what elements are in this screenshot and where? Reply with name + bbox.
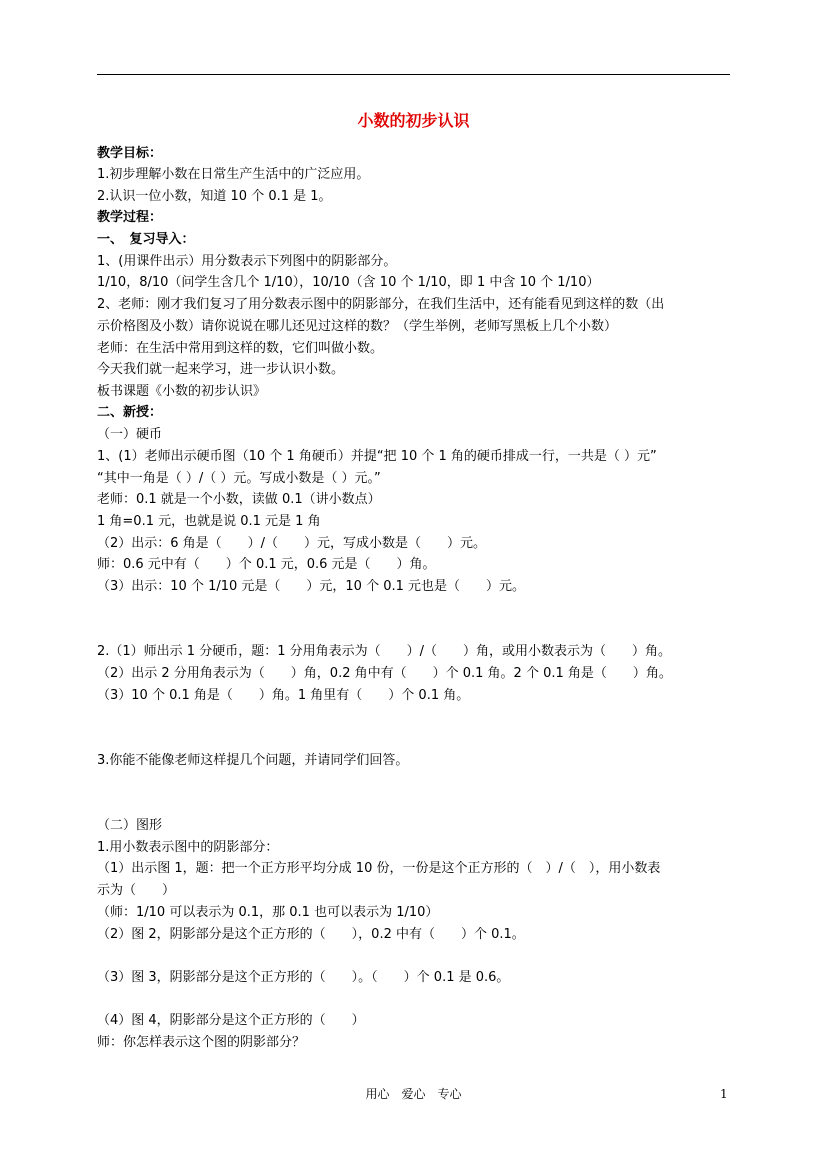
- text-line: （2）出示：6 角是（ ）/（ ）元，写成小数是（ ）元。: [97, 536, 487, 551]
- text-line: 2.认识一位小数，知道 10 个 0.1 是 1。: [97, 189, 332, 204]
- text-line: （3）10 个 0.1 角是（ ）角。1 角里有（ ）个 0.1 角。: [97, 688, 470, 703]
- text-line: 2.（1）师出示 1 分硬币，题：1 分用角表示为（ ）/（ ）角，或用小数表示为（ ）角。: [97, 644, 671, 659]
- text-line: 一、 复习导入：: [97, 232, 195, 247]
- text-line: （1）出示图 1，题：把一个正方形平均分成 10 份，一份是这个正方形的（ ）/（ ），用小数表: [97, 861, 661, 876]
- text-line: 师：0.6 元中有（ ）个 0.1 元，0.6 元是（ ）角。: [97, 557, 436, 572]
- text-line: 板书课题《小数的初步认识》: [97, 384, 267, 399]
- text-line: 3.你能不能像老师这样提几个问题，并请同学们回答。: [97, 753, 409, 768]
- text-line: 1、(1）老师出示硬币图（10 个 1 角硬币）并提“把 10 个 1 角的硬币排成一行，一共是（ ）元”: [97, 449, 657, 464]
- text-line: 老师：在生活中常用到这样的数，它们叫做小数。: [97, 341, 384, 356]
- text-line: （2）图 2，阴影部分是这个正方形的（ ），0.2 中有（ ）个 0.1。: [97, 927, 525, 942]
- page-footer: 用心 爱心 专心: [365, 1087, 462, 1101]
- text-line: 示为（ ）: [97, 883, 176, 898]
- page-number: 1: [720, 1087, 728, 1101]
- text-line: （二）图形: [97, 818, 163, 833]
- text-line: 今天我们就一起来学习，进一步认识小数。: [97, 362, 345, 377]
- text-line: 示价格图及小数）请你说说在哪儿还见过这样的数？（学生举例，老师写黑板上几个小数）: [97, 319, 618, 334]
- text-line: 1 角=0.1 元，也就是说 0.1 元是 1 角: [97, 514, 321, 529]
- text-line: （师：1/10 可以表示为 0.1，那 0.1 也可以表示为 1/10）: [97, 905, 439, 920]
- text-line: “其中一角是（ ）/（ ）元。写成小数是（ ）元。”: [97, 471, 381, 486]
- text-line: 二、新授：: [97, 405, 163, 420]
- text-line: （3）出示：10 个 1/10 元是（ ）元，10 个 0.1 元也是（ ）元。: [97, 579, 526, 594]
- text-line: 2、老师：刚才我们复习了用分数表示图中的阴影部分，在我们生活中，还有能看见到这样的数（出: [97, 297, 665, 312]
- text-line: （2）出示 2 分用角表示为（ ）角，0.2 角中有（ ）个 0.1 角。2 个 0.1 角是（ ）角。: [97, 666, 672, 681]
- text-line: 教学过程：: [97, 210, 163, 225]
- text-line: 师：你怎样表示这个图的阴影部分？: [97, 1035, 306, 1050]
- text-line: 1.初步理解小数在日常生产生活中的广泛应用。: [97, 167, 370, 182]
- document-title: 小数的初步认识: [357, 111, 470, 130]
- text-line: （3）图 3，阴影部分是这个正方形的（ ）。（ ）个 0.1 是 0.6。: [97, 970, 510, 985]
- text-line: 老师：0.1 就是一个小数，读做 0.1（讲小数点）: [97, 492, 381, 507]
- text-line: （一）硬币: [97, 427, 163, 442]
- text-line: 1/10，8/10（问学生含几个 1/10），10/10（含 10 个 1/10，即 1 中含 10 个 1/10）: [97, 275, 600, 290]
- text-line: （4）图 4，阴影部分是这个正方形的（ ）: [97, 1013, 365, 1028]
- header-rule: [97, 74, 730, 75]
- text-line: 1、(用课件出示）用分数表示下列图中的阴影部分。: [97, 254, 397, 269]
- text-line: 教学目标：: [97, 146, 163, 161]
- text-line: 1.用小数表示图中的阴影部分：: [97, 840, 279, 855]
